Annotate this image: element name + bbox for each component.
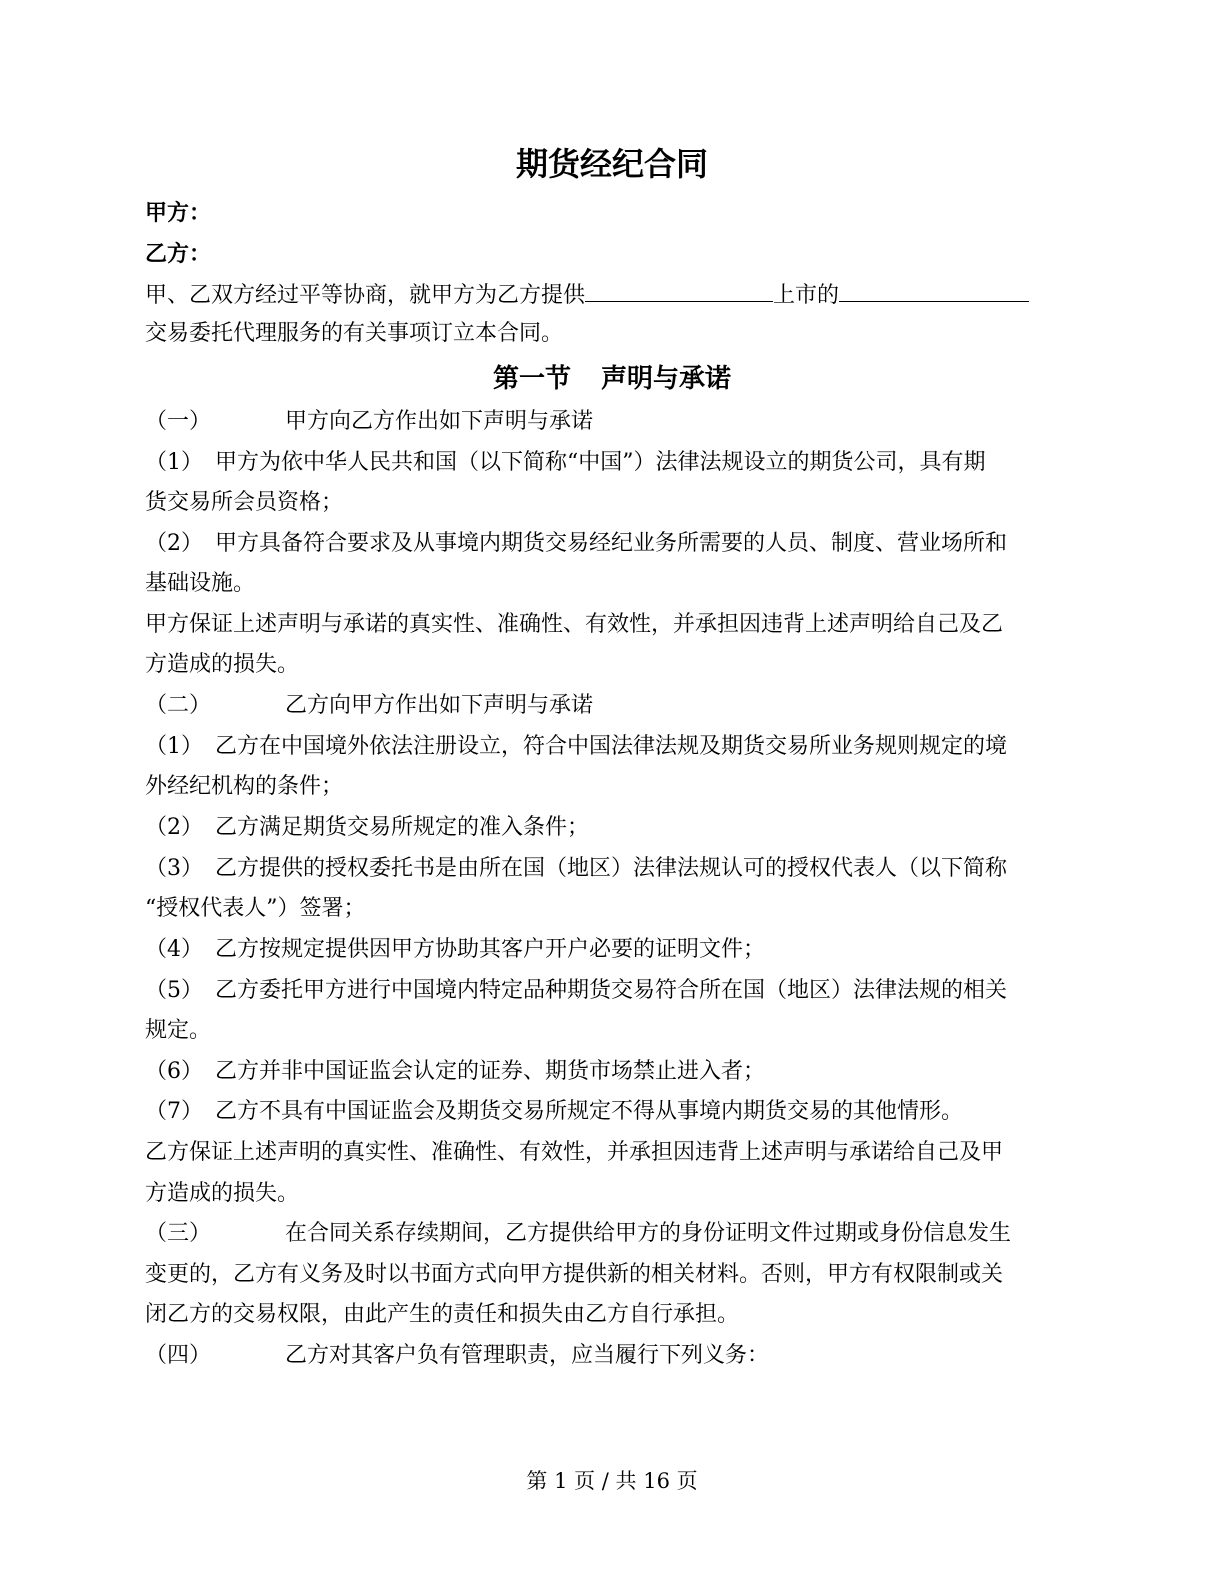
guarantee-text: 方造成的损失。 [145,1181,300,1206]
list-item [145,976,1080,1006]
item-number: （4） [145,937,203,962]
clause-number: （一） [145,409,212,434]
list-item [145,854,1080,884]
item-number: （7） [145,1099,203,1124]
clause-heading [145,1219,1080,1249]
list-item-continuation: 规定。 [145,1018,212,1043]
guarantee-text: 甲方保证上述声明与承诺的真实性、准确性、有效性，并承担因违背上述声明给自己及乙 [145,612,1004,637]
clause-text: 在合同关系存续期间，乙方提供给甲方的身份证明文件过期或身份信息发生 [285,1221,1012,1246]
clause-number: （四） [145,1343,212,1368]
list-item [145,529,1080,559]
item-text: 乙方并非中国证监会认定的证券、期货市场禁止进入者； [215,1059,766,1084]
clause-number: （三） [145,1221,212,1246]
list-item [145,1097,1080,1127]
list-item [145,1057,1080,1087]
section-title: 声明与承诺 [601,364,732,394]
clause-heading [145,1341,1080,1371]
intro-line-1 [145,279,1080,311]
intro-blank-1 [585,279,773,302]
clause-text: 乙方对其客户负有管理职责，应当履行下列义务： [285,1343,770,1368]
clause-continuation: 变更的，乙方有义务及时以书面方式向甲方提供新的相关材料。否则，甲方有权限制或关 [145,1262,1004,1287]
item-number: （6） [145,1059,203,1084]
list-item-continuation: 货交易所会员资格； [145,490,344,515]
list-item [145,813,1080,843]
intro-text-1: 甲、乙双方经过平等协商，就甲方为乙方提供 [145,283,586,308]
party-b-label: 乙方： [145,241,212,267]
guarantee-text: 乙方保证上述声明的真实性、准确性、有效性，并承担因违背上述声明与承诺给自己及甲 [145,1140,1004,1165]
item-number: （1） [145,734,203,759]
clause-continuation: 闭乙方的交易权限，由此产生的责任和损失由乙方自行承担。 [145,1302,740,1327]
intro-blank-2 [839,279,1029,302]
item-text: 乙方委托甲方进行中国境内特定品种期货交易符合所在国（地区）法律法规的相关 [215,978,1008,1003]
intro-text-2: 上市的 [773,283,840,308]
item-number: （2） [145,531,203,556]
list-item-continuation: 外经纪机构的条件； [145,774,344,799]
clause-number: （二） [145,693,212,718]
document-title: 期货经纪合同 [515,145,708,183]
page-number-footer: 第 1 页 / 共 16 页 [526,1469,698,1493]
list-item [145,935,1080,965]
item-text: 乙方满足期货交易所规定的准入条件； [215,815,590,840]
list-item [145,732,1080,762]
item-number: （1） [145,450,203,475]
clause-heading [145,407,1080,437]
item-text: 乙方提供的授权委托书是由所在国（地区）法律法规认可的授权代表人（以下简称 [215,856,1008,881]
intro-line-2: 交易委托代理服务的有关事项订立本合同。 [145,321,564,346]
section-heading [0,362,1224,396]
guarantee-text: 方造成的损失。 [145,652,300,677]
party-a-label: 甲方： [145,200,212,226]
list-item-continuation: “授权代表人”）签署； [145,896,366,921]
list-item-continuation: 基础设施。 [145,571,256,596]
item-number: （5） [145,978,203,1003]
clause-heading [145,691,1080,721]
item-text: 乙方不具有中国证监会及期货交易所规定不得从事境内期货交易的其他情形。 [215,1099,964,1124]
item-number: （3） [145,856,203,881]
list-item [145,448,1080,478]
item-text: 乙方在中国境外依法注册设立，符合中国法律法规及期货交易所业务规则规定的境 [215,734,1008,759]
item-text: 乙方按规定提供因甲方协助其客户开户必要的证明文件； [215,937,766,962]
section-prefix: 第一节 [492,364,571,394]
clause-text: 乙方向甲方作出如下声明与承诺 [285,693,594,718]
item-number: （2） [145,815,203,840]
clause-text: 甲方向乙方作出如下声明与承诺 [285,409,594,434]
item-text: 甲方为依中华人民共和国（以下简称“中国”）法律法规设立的期货公司，具有期 [215,450,986,475]
item-text: 甲方具备符合要求及从事境内期货交易经纪业务所需要的人员、制度、营业场所和 [215,531,1008,556]
